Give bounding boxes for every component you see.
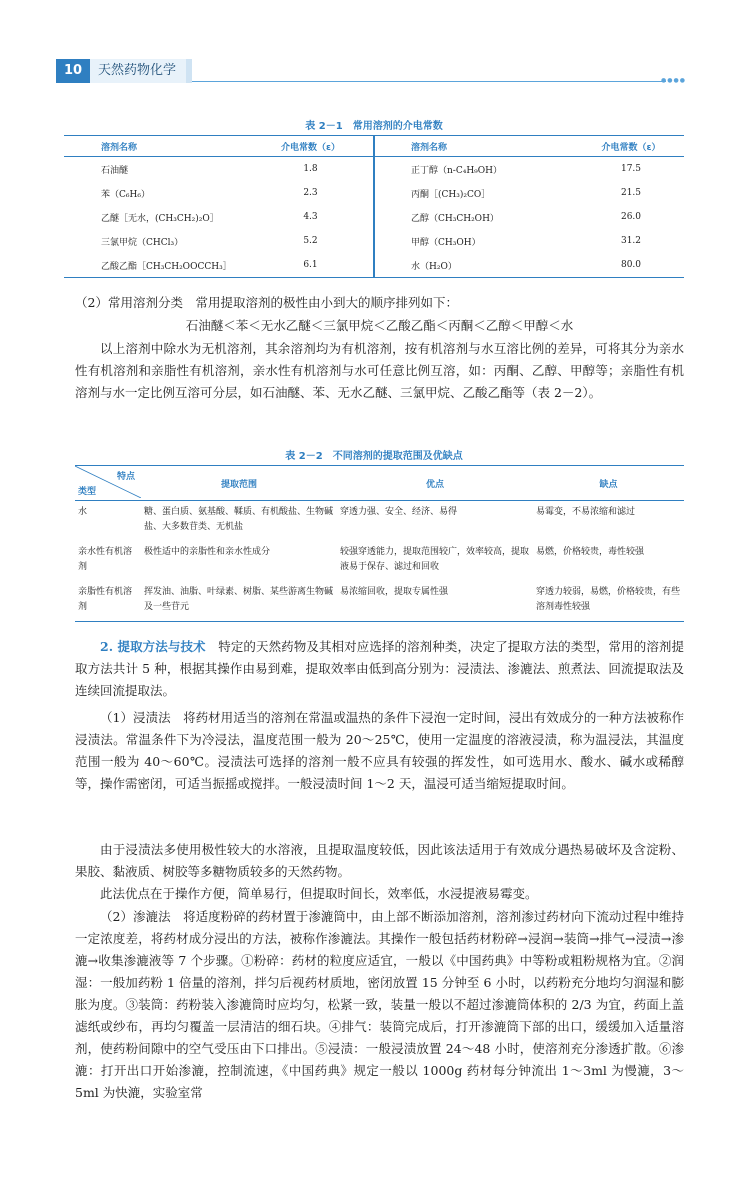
book-title: 天然药物化学 — [90, 59, 192, 83]
solvent-name: 乙酸乙酯［CH₃CH₂OOCCH₃］ — [100, 253, 248, 278]
solvent-name: 乙醚［无水，(CH₃CH₂)₂O］ — [101, 213, 219, 224]
col-header-name: 溶剂名称 — [100, 136, 248, 157]
dielectric-value: 5.2 — [303, 236, 318, 246]
table-row — [64, 253, 684, 278]
polarity-order: 石油醚＜苯＜无水乙醚＜三氯甲烷＜乙酸乙酯＜丙酮＜乙醇＜甲醇＜水 — [185, 318, 574, 333]
advantages: 穿透力强、安全、经济、易得 — [340, 507, 458, 517]
corner-label-type: 类型 — [78, 487, 97, 497]
table-row — [64, 229, 684, 253]
dielectric-value: 6.1 — [248, 253, 374, 278]
page-header — [56, 59, 686, 83]
table-row — [64, 157, 684, 182]
solvent-type: 亲脂性有机溶剂 — [75, 581, 141, 622]
table-row — [75, 581, 684, 622]
solvent-name: 正丁醇（n-C₄H₉OH） — [411, 165, 503, 176]
table-row — [64, 181, 684, 205]
paragraph-maceration: （1）浸渍法 将药材用适当的溶剂在常温或温热的条件下浸泡一定时间，浸出有效成分的一种方法被称作浸渍法。常温条件下为冷浸法，温度范围一般为 20～25℃，使用一定温度的溶液浸渍，称为温浸法，其温度范围一般为 40～60℃。浸渍法可选择的溶剂一般不应具有较强的挥发性，如可选用水、酸水、碱水或稀醇等，操作需密闭，可适当振摇或搅拌。一般浸渍时间 1～2 天，温浸可适当缩短提取时间。 — [75, 710, 684, 791]
corner-header — [75, 466, 141, 501]
solvent-name: 三氯甲烷（CHCl₃） — [101, 237, 184, 248]
advantages: 易浓缩回收，提取专属性强 — [337, 581, 533, 622]
dielectric-value: 2.3 — [303, 188, 318, 198]
table-row — [75, 501, 684, 542]
paragraph-percolation: （2）渗漉法 将适度粉碎的药材置于渗漉筒中，由上部不断添加溶剂，溶剂渗过药材向下流动过程中维持一定浓度差，将药材成分浸出的方法，被称作渗漉法。其操作一般包括药材粉碎→浸润→装筒→排气→浸渍→渗漉→收集渗漉液等 7 个步骤。①粉碎：药材的粒度应适宜，一般以《中国药典》中等粉或粗粉规格为宜。②润湿：一般加药粉 1 倍量的溶剂，拌匀后视药材质地，密闭放置 15 分钟至 6 小时，以药粉充分地均匀润湿和膨胀为度。③装筒：药粉装入渗漉筒时应均匀，松紧一致，装量一般以不超过渗漉筒体积的 2/3 为宜，药面上盖滤纸或纱布，再均匀覆盖一层清洁的细石块。④排气：装筒完成后，打开渗漉筒下部的出口，缓缓加入适量溶剂，使药粉间隙中的空气受压由下口排出。⑤浸渍：一般浸渍放置 24～48 小时，使溶剂充分渗透扩散。⑥渗漉：打开出口开始渗漉，控制流速，《中国药典》规定一般以 1000g 药材每分钟流出 1～3ml 为慢漉，3～5ml 为快漉，实验室常 — [75, 909, 684, 1100]
solvent-type: 水 — [78, 507, 88, 517]
solvent-type: 亲水性有机溶剂 — [78, 547, 133, 572]
col-header-pros: 优点 — [337, 466, 533, 501]
extraction-range: 糖、蛋白质、氨基酸、鞣质、有机酸盐、生物碱盐、大多数苷类、无机盐 — [144, 507, 334, 532]
disadvantages: 易霉变，不易浓缩和滤过 — [536, 507, 636, 517]
paragraph-maceration-use: 由于浸渍法多使用极性较大的水溶液，且提取温度较低，因此该法适用于有效成分遇热易破坏及含淀粉、果胶、黏液质、树胶等多糖物质较多的天然药物。 — [75, 842, 684, 879]
paragraph-extraction-methods — [75, 636, 684, 702]
disadvantages: 易燃，价格较贵，毒性较强 — [536, 547, 645, 557]
dielectric-value: 17.5 — [620, 164, 642, 174]
advantages: 较强穿透能力，提取范围较广，效率较高，提取液易于保存、滤过和回收 — [340, 547, 530, 572]
dielectric-value: 26.0 — [620, 212, 642, 222]
page-number: 10 — [56, 59, 90, 83]
solvent-comparison-table — [75, 465, 684, 622]
solvent-name: 丙酮［(CH₃)₂CO］ — [411, 189, 491, 200]
dielectric-value: 80.0 — [578, 253, 684, 278]
section-body: 特定的天然药物及其相对应选择的溶剂种类，决定了提取方法的类型，常用的溶剂提取方法共计 5 种，根据其操作由易到难，提取效率由低到高分别为：浸渍法、渗漉法、煎煮法、回流提取法及连续回流提取法。 — [75, 639, 684, 698]
table-row — [75, 541, 684, 581]
paragraph-solvent-types: 以上溶剂中除水为无机溶剂，其余溶剂均为有机溶剂，按有机溶剂与水互溶比例的差异，可将其分为亲水性有机溶剂和亲脂性有机溶剂，亲水性有机溶剂与水可任意比例互溶，如：丙酮、乙醇、甲醇等；亲脂性有机溶剂与水一定比例互溶可分层，如石油醚、苯、无水乙醚、三氯甲烷、乙酸乙酯等（表 2－2）。 — [75, 341, 684, 400]
corner-label-features: 特点 — [116, 472, 135, 482]
header-dots-decoration: ●●●● — [661, 77, 686, 84]
col-header-name: 溶剂名称 — [410, 136, 578, 157]
extraction-range: 挥发油、油脂、叶绿素、树脂、某些游离生物碱及一些苷元 — [141, 581, 337, 622]
solvent-name: 甲醇（CH₃OH） — [411, 237, 481, 248]
table1-caption: 表 2－1 常用溶剂的介电常数 — [305, 121, 443, 132]
dielectric-value: 1.8 — [303, 164, 318, 174]
table2-caption: 表 2－2 不同溶剂的提取范围及优缺点 — [285, 451, 463, 462]
paragraph-maceration-pros: 此法优点在于操作方便，简单易行，但提取时间长，效率低，水浸提液易霉变。 — [100, 886, 538, 901]
solvent-name: 乙醇（CH₃CH₂OH） — [411, 213, 499, 224]
paragraph-solvent-classification: （2）常用溶剂分类 常用提取溶剂的极性由小到大的顺序排列如下： — [75, 295, 458, 310]
dielectric-value: 4.3 — [303, 212, 318, 222]
solvent-name: 苯（C₆H₆） — [101, 189, 150, 200]
dielectric-value: 21.5 — [620, 188, 642, 198]
disadvantages: 穿透力较弱，易燃，价格较贵，有些溶剂毒性较强 — [533, 581, 684, 622]
solvent-name: 水（H₂O） — [410, 253, 578, 278]
extraction-range: 极性适中的亲脂性和亲水性成分 — [144, 547, 271, 557]
table-row — [64, 205, 684, 229]
dielectric-value: 31.2 — [620, 236, 642, 246]
col-header-value: 介电常数（ε） — [578, 136, 684, 157]
dielectric-table — [64, 135, 684, 278]
col-header-cons: 缺点 — [533, 466, 684, 501]
col-header-range: 提取范围 — [141, 466, 337, 501]
solvent-name: 石油醚 — [101, 165, 129, 176]
section-heading: 2. 提取方法与技术 — [100, 639, 206, 654]
col-header-value: 介电常数（ε） — [248, 136, 374, 157]
